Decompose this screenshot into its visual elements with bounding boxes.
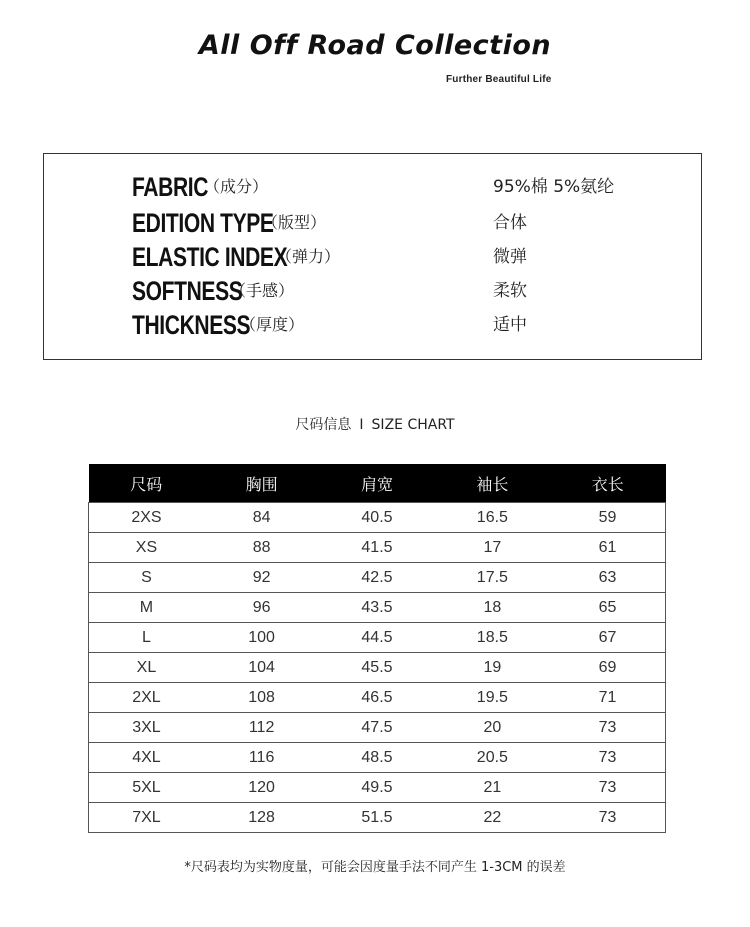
spec-value: 柔软 xyxy=(493,281,527,301)
table-row xyxy=(89,533,666,563)
table-cell: 51.5 xyxy=(319,803,434,833)
table-row xyxy=(89,503,666,533)
spec-label: ELASTIC INDEX xyxy=(132,242,288,272)
table-cell: XS xyxy=(89,533,204,563)
table-cell: M xyxy=(89,593,204,623)
table-cell: 44.5 xyxy=(319,623,434,653)
size-chart-table xyxy=(88,464,666,833)
spec-row-fabric xyxy=(44,170,701,204)
spec-label-cn: （手感） xyxy=(230,281,295,300)
brand-tagline: Further Beautiful Life xyxy=(446,74,552,85)
table-cell: 59 xyxy=(550,503,665,533)
spec-label: SOFTNESS xyxy=(132,276,243,306)
table-cell: XL xyxy=(89,653,204,683)
size-chart-heading xyxy=(0,414,750,434)
table-cell: 120 xyxy=(204,773,319,803)
spec-row-softness xyxy=(44,274,701,308)
table-cell: 20.5 xyxy=(435,743,550,773)
table-cell: 108 xyxy=(204,683,319,713)
table-cell: 40.5 xyxy=(319,503,434,533)
spec-value: 合体 xyxy=(493,213,527,233)
table-cell: 2XL xyxy=(89,683,204,713)
table-cell: 46.5 xyxy=(319,683,434,713)
table-cell: 73 xyxy=(550,713,665,743)
table-cell: 49.5 xyxy=(319,773,434,803)
table-cell: 100 xyxy=(204,623,319,653)
table-cell: S xyxy=(89,563,204,593)
table-cell: 96 xyxy=(204,593,319,623)
table-cell: 73 xyxy=(550,743,665,773)
table-cell: 71 xyxy=(550,683,665,713)
table-cell: 22 xyxy=(435,803,550,833)
table-row xyxy=(89,743,666,773)
table-cell: 19.5 xyxy=(435,683,550,713)
spec-value: 适中 xyxy=(493,315,527,335)
spec-value: 微弹 xyxy=(493,247,527,267)
table-cell: 47.5 xyxy=(319,713,434,743)
table-cell: 20 xyxy=(435,713,550,743)
table-row xyxy=(89,653,666,683)
table-cell: 18.5 xyxy=(435,623,550,653)
table-row xyxy=(89,803,666,833)
table-cell: 17 xyxy=(435,533,550,563)
table-cell: 104 xyxy=(204,653,319,683)
table-row xyxy=(89,773,666,803)
brand-title: All Off Road Collection xyxy=(198,30,552,61)
table-cell: 45.5 xyxy=(319,653,434,683)
table-cell: 63 xyxy=(550,563,665,593)
table-row xyxy=(89,683,666,713)
size-chart-heading-en: SIZE CHART xyxy=(371,417,455,433)
spec-row-edition-type xyxy=(44,206,701,240)
table-cell: 17.5 xyxy=(435,563,550,593)
spec-label-cn: （厚度） xyxy=(240,315,305,334)
column-header: 胸围 xyxy=(204,464,319,503)
spec-label-cn: （弹力） xyxy=(276,247,341,266)
table-row xyxy=(89,593,666,623)
table-cell: 73 xyxy=(550,803,665,833)
table-row xyxy=(89,623,666,653)
table-cell: 19 xyxy=(435,653,550,683)
table-cell: 65 xyxy=(550,593,665,623)
spec-row-elastic-index xyxy=(44,240,701,274)
table-cell: 67 xyxy=(550,623,665,653)
table-cell: 61 xyxy=(550,533,665,563)
spec-label: FABRIC xyxy=(132,172,209,202)
table-cell: 43.5 xyxy=(319,593,434,623)
table-cell: 4XL xyxy=(89,743,204,773)
table-cell: 128 xyxy=(204,803,319,833)
table-cell: 21 xyxy=(435,773,550,803)
table-cell: 92 xyxy=(204,563,319,593)
column-header: 衣长 xyxy=(550,464,665,503)
table-row xyxy=(89,563,666,593)
spec-box xyxy=(43,153,702,360)
table-cell: 116 xyxy=(204,743,319,773)
table-cell: L xyxy=(89,623,204,653)
table-cell: 7XL xyxy=(89,803,204,833)
size-chart-heading-cn: 尺码信息 xyxy=(295,417,352,433)
table-cell: 41.5 xyxy=(319,533,434,563)
heading-separator: I xyxy=(359,417,364,433)
spec-label: THICKNESS xyxy=(132,310,251,340)
measurement-note: *尺码表均为实物度量，可能会因度量手法不同产生 1-3CM 的误差 xyxy=(184,860,566,875)
table-cell: 5XL xyxy=(89,773,204,803)
table-cell: 69 xyxy=(550,653,665,683)
table-row xyxy=(89,713,666,743)
table-cell: 112 xyxy=(204,713,319,743)
table-header-row xyxy=(89,464,666,503)
table-cell: 16.5 xyxy=(435,503,550,533)
table-cell: 2XS xyxy=(89,503,204,533)
spec-label: EDITION TYPE xyxy=(132,208,274,238)
column-header: 袖长 xyxy=(435,464,550,503)
column-header: 尺码 xyxy=(89,464,204,503)
table-cell: 48.5 xyxy=(319,743,434,773)
table-cell: 88 xyxy=(204,533,319,563)
spec-label-cn: （版型） xyxy=(262,213,327,232)
table-cell: 18 xyxy=(435,593,550,623)
spec-value: 95%棉 5%氨纶 xyxy=(493,177,615,197)
table-cell: 3XL xyxy=(89,713,204,743)
table-cell: 42.5 xyxy=(319,563,434,593)
table-cell: 73 xyxy=(550,773,665,803)
column-header: 肩宽 xyxy=(319,464,434,503)
table-cell: 84 xyxy=(204,503,319,533)
spec-row-thickness xyxy=(44,308,701,342)
spec-label-cn: （成分） xyxy=(204,177,269,196)
